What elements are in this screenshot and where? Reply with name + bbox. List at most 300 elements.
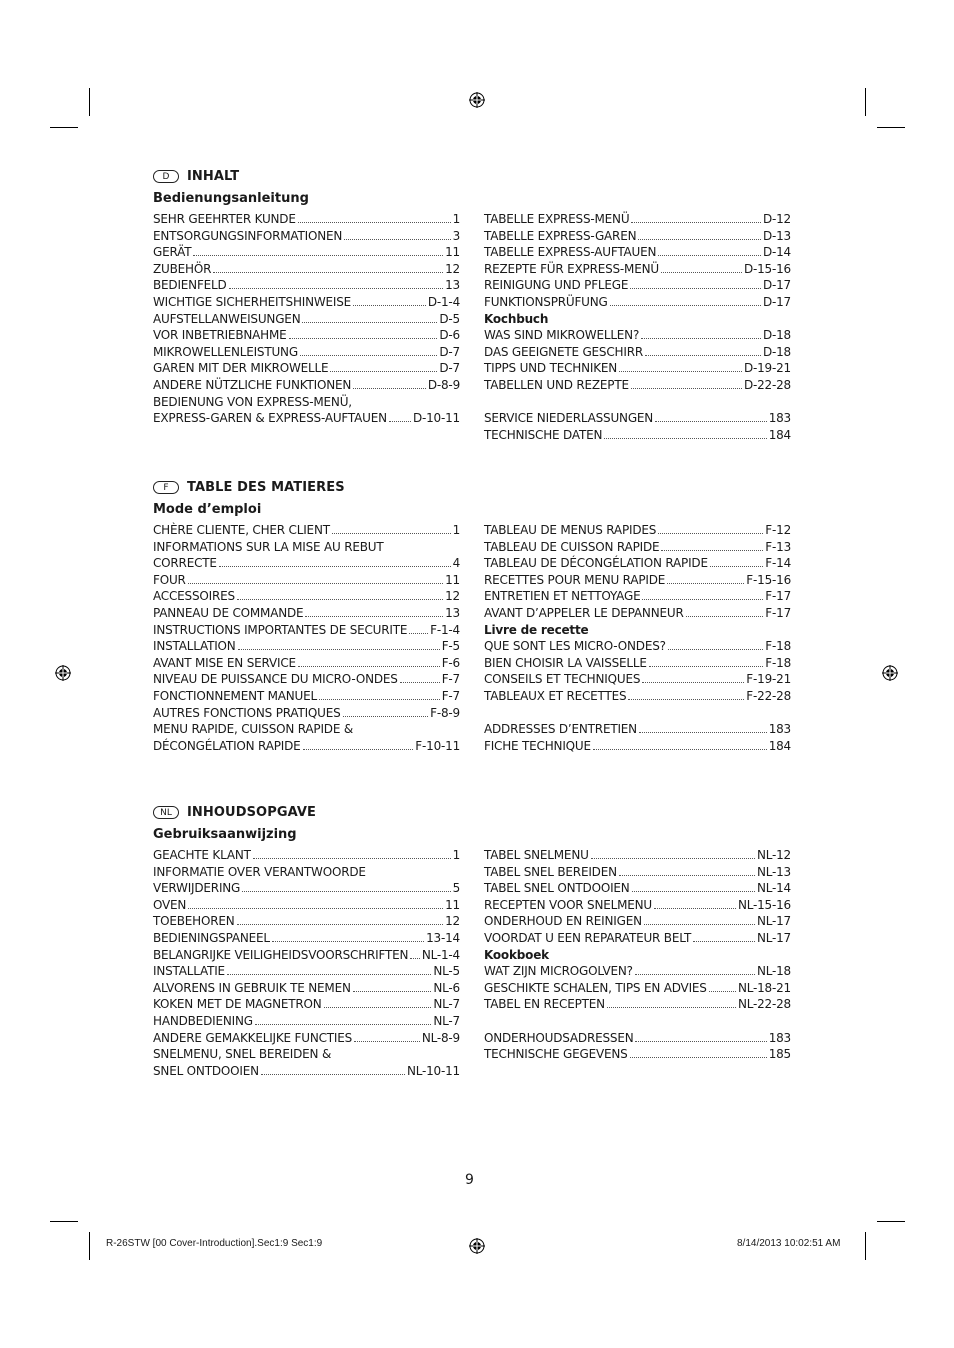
toc-entry-title: SEHR GEEHRTER KUNDE — [153, 212, 296, 226]
dot-leader — [193, 245, 443, 256]
toc-entry — [153, 228, 460, 245]
toc-entry — [153, 847, 460, 864]
dot-leader — [630, 278, 761, 289]
dot-leader — [298, 212, 451, 223]
toc-entry-title: BELANGRIJKE VEILIGHEIDSVOORSCHRIFTEN — [153, 947, 409, 962]
toc-entry-page: F-5 — [441, 639, 460, 654]
toc-entry-page: D-17 — [762, 294, 791, 309]
toc-entry — [484, 427, 791, 444]
toc-entry-title: REINIGUNG UND PFLEGE — [484, 278, 629, 293]
toc-entry — [153, 588, 460, 605]
toc-entry-title: WICHTIGE SICHERHEITSHINWEISE — [153, 294, 352, 309]
toc-entry — [484, 277, 791, 294]
toc-entry-title: AUFSTELLANWEISUNGEN — [153, 311, 301, 326]
dot-leader — [709, 981, 736, 992]
dot-leader — [343, 706, 429, 717]
toc-entry-page: 12 — [445, 589, 460, 604]
toc-entry-title: DAS GEEIGNETE GESCHIRR — [484, 344, 643, 359]
toc-entry-page: 4 — [452, 556, 460, 571]
toc-entry-title: ENTSORGUNGSINFORMATIONEN — [153, 228, 343, 243]
toc-entry-page: D-17 — [762, 278, 791, 293]
toc-entry-title: ACCESSOIRES — [153, 589, 235, 604]
toc-entry-page: NL-18-21 — [737, 980, 791, 995]
toc-entry — [484, 377, 791, 394]
toc-entry — [484, 294, 791, 311]
toc-entry-page: NL-10-11 — [406, 1063, 460, 1078]
toc-entry — [153, 1013, 460, 1030]
toc-entry-page: 1 — [452, 848, 460, 862]
toc-entry-title: MENU RAPIDE, CUISSON RAPIDE & — [153, 722, 353, 737]
toc-entry-title: WAT ZIJN MICROGOLVEN? — [484, 964, 633, 979]
dot-leader — [642, 672, 744, 683]
section-title: INHALT — [187, 168, 240, 184]
toc-column-left — [153, 211, 460, 427]
toc-entry-title: CHÈRE CLIENTE, CHER CLIENT — [153, 523, 330, 537]
toc-entry — [484, 228, 791, 245]
toc-column-left — [153, 847, 460, 1079]
toc-entry-page: 12 — [445, 914, 460, 929]
toc-entry-title: CONSEILS ET TECHNIQUES — [484, 672, 641, 687]
dot-leader — [668, 639, 764, 650]
dot-leader — [667, 573, 744, 584]
toc-entry-page: F-6 — [441, 655, 460, 670]
toc-entry-page: D-12 — [762, 212, 791, 226]
toc-section-nl — [153, 803, 793, 1078]
toc-entry — [153, 996, 460, 1013]
toc-entry-title: ALVORENS IN GEBRUIK TE NEMEN — [153, 980, 351, 995]
dot-leader — [642, 589, 763, 600]
toc-entry-page: NL-15-16 — [737, 897, 791, 912]
toc-column-right — [484, 211, 791, 443]
toc-entry-title: SNEL ONTDOOIEN — [153, 1063, 259, 1078]
toc-entry-title: TABEL SNEL BEREIDEN — [484, 864, 617, 879]
toc-entry — [484, 913, 791, 930]
toc-entry — [484, 688, 791, 705]
toc-entry-title: AUTRES FONCTIONS PRATIQUES — [153, 705, 341, 720]
toc-entry-title: KOKEN MET DE MAGNETRON — [153, 997, 322, 1012]
toc-entry-title: TABELLE EXPRESS-AUFTAUEN — [484, 245, 657, 260]
toc-entry — [484, 311, 791, 328]
toc-entry-title: GEACHTE KLANT — [153, 848, 251, 862]
section-title: INHOUDSOPGAVE — [187, 804, 317, 820]
toc-entry — [484, 394, 791, 411]
dot-leader — [710, 556, 763, 567]
dot-leader — [632, 881, 755, 892]
toc-entry-title: ENTRETIEN ET NETTOYAGE — [484, 589, 641, 604]
toc-entry-page: 3 — [452, 228, 460, 243]
dot-leader — [409, 623, 428, 634]
language-badge: D — [153, 170, 179, 183]
toc-entry — [153, 522, 460, 539]
crop-mark — [89, 88, 90, 116]
dot-leader — [303, 739, 414, 750]
toc-entry-page: D-7 — [439, 344, 460, 359]
toc-entry-page: 11 — [445, 245, 460, 260]
dot-leader — [302, 312, 437, 323]
toc-entry-page: D-10-11 — [412, 411, 460, 426]
toc-entry-page: 184 — [768, 427, 791, 442]
dot-leader — [661, 540, 763, 551]
toc-entry-page: F-18 — [765, 639, 791, 654]
dot-leader — [330, 361, 437, 372]
toc-entry-page: 11 — [445, 897, 460, 912]
dot-leader — [654, 898, 736, 909]
dot-leader — [400, 672, 440, 683]
toc-entry — [153, 880, 460, 897]
section-subtitle: Mode d’emploi — [153, 502, 262, 517]
toc-entry — [153, 1063, 460, 1080]
toc-entry-title: NIVEAU DE PUISSANCE DU MICRO-ONDES — [153, 672, 398, 687]
dot-leader — [630, 1047, 767, 1058]
dot-leader — [261, 1064, 405, 1075]
dot-leader — [619, 865, 755, 876]
toc-entry — [153, 277, 460, 294]
dot-leader — [631, 212, 761, 223]
toc-entry-page: 183 — [768, 722, 791, 737]
toc-entry-title: INSTALLATIE — [153, 964, 225, 979]
toc-entry-page: NL-7 — [433, 1013, 460, 1028]
toc-entry-page: F-18 — [765, 655, 791, 670]
footer-file-info: R-26STW [00 Cover-Introduction].Sec1:9 Sec1:9 — [106, 1238, 323, 1249]
dot-leader — [591, 848, 755, 859]
toc-entry — [484, 1030, 791, 1047]
toc-entry-page: F-13 — [765, 539, 791, 554]
toc-entry-page: 183 — [768, 1030, 791, 1045]
toc-entry — [484, 897, 791, 914]
toc-entry — [484, 344, 791, 361]
toc-entry-title: RECETTES POUR MENU RAPIDE — [484, 572, 666, 587]
dot-leader — [649, 656, 764, 667]
toc-entry-page: 12 — [445, 261, 460, 276]
dot-leader — [638, 229, 761, 240]
toc-entry — [153, 721, 460, 738]
toc-entry-page: NL-17 — [756, 930, 791, 945]
toc-entry — [484, 864, 791, 881]
dot-leader — [686, 606, 764, 617]
registration-mark-icon — [469, 92, 485, 108]
toc-entry — [153, 311, 460, 328]
dot-leader — [610, 295, 761, 306]
toc-entry-page: F-19-21 — [746, 672, 791, 687]
toc-entry — [153, 638, 460, 655]
crop-mark — [89, 1232, 90, 1260]
crop-mark — [50, 1221, 78, 1222]
toc-entry — [484, 947, 791, 964]
toc-entry-page: D-18 — [762, 328, 791, 343]
toc-entry-title: REZEPTE FÜR EXPRESS-MENÜ — [484, 261, 659, 276]
toc-entry-title: TABLEAUX ET RECETTES — [484, 688, 627, 703]
toc-entry-title: SNELMENU, SNEL BEREIDEN & — [153, 1047, 332, 1062]
toc-column-left — [153, 522, 460, 754]
toc-entry — [153, 738, 460, 755]
toc-entry — [484, 847, 791, 864]
toc-entry-title: TIPPS UND TECHNIKEN — [484, 361, 618, 376]
toc-entry — [153, 360, 460, 377]
toc-entry — [484, 721, 791, 738]
toc-entry — [153, 605, 460, 622]
toc-entry — [484, 605, 791, 622]
dot-leader — [641, 328, 761, 339]
page-number: 9 — [465, 1172, 474, 1188]
toc-entry-page: D-13 — [762, 228, 791, 243]
toc-entry-title: GESCHIKTE SCHALEN, TIPS EN ADVIES — [484, 980, 707, 995]
dot-leader — [188, 573, 443, 584]
toc-entry-page: NL-18 — [756, 964, 791, 979]
toc-entry-page: 184 — [768, 738, 791, 753]
toc-entry — [484, 327, 791, 344]
toc-entry — [484, 705, 791, 722]
dot-leader — [645, 345, 761, 356]
toc-entry — [153, 377, 460, 394]
toc-entry — [153, 688, 460, 705]
toc-entry — [484, 638, 791, 655]
toc-entry — [153, 344, 460, 361]
toc-entry — [153, 913, 460, 930]
dot-leader — [693, 931, 755, 942]
toc-entry-title: FUNKTIONSPRÜFUNG — [484, 294, 608, 309]
toc-entry — [484, 588, 791, 605]
section-subtitle: Gebruiksaanwijzing — [153, 827, 297, 842]
toc-entry — [153, 261, 460, 278]
dot-leader — [255, 1014, 432, 1025]
toc-entry-page: 13 — [445, 278, 460, 293]
toc-entry-title: BEDIENFELD — [153, 278, 227, 293]
toc-entry-page: D-1-4 — [427, 294, 460, 309]
toc-entry-page: NL-5 — [433, 964, 460, 979]
footer-timestamp: 8/14/2013 10:02:51 AM — [737, 1238, 841, 1249]
toc-entry-title: OVEN — [153, 897, 187, 912]
toc-entry-page: NL-12 — [756, 848, 791, 862]
dot-leader — [272, 931, 424, 942]
section-subtitle: Bedienungsanleitung — [153, 191, 309, 206]
dot-leader — [242, 881, 450, 892]
section-header — [153, 803, 793, 821]
toc-entry-page: D-7 — [439, 361, 460, 376]
toc-entry-title: HANDBEDIENING — [153, 1013, 253, 1028]
language-badge: F — [153, 481, 179, 494]
dot-leader — [227, 964, 431, 975]
toc-entry-title: GERÄT — [153, 245, 192, 260]
toc-entry-title: INSTRUCTIONS IMPORTANTES DE SECURITE — [153, 622, 408, 637]
toc-entry — [484, 1013, 791, 1030]
dot-leader — [607, 997, 736, 1008]
toc-entry-title: BIEN CHOISIR LA VAISSELLE — [484, 655, 647, 670]
toc-entry — [153, 864, 460, 881]
crop-mark — [50, 127, 78, 128]
toc-entry — [484, 963, 791, 980]
dot-leader — [237, 914, 444, 925]
toc-entry — [153, 897, 460, 914]
toc-entry-title: ADDRESSES D’ENTRETIEN — [484, 722, 637, 737]
dot-leader — [253, 848, 451, 859]
toc-entry-title: BEDIENINGSPANEEL — [153, 930, 270, 945]
toc-entry-page: D-5 — [439, 311, 460, 326]
toc-entry — [153, 671, 460, 688]
dot-leader — [389, 411, 411, 422]
toc-entry-page: NL-8-9 — [421, 1030, 460, 1045]
toc-entry-title: VOORDAT U EEN REPARATEUR BELT — [484, 930, 692, 945]
toc-entry-title: ZUBEHÖR — [153, 261, 212, 276]
toc-entry-title: TABEL SNEL ONTDOOIEN — [484, 881, 630, 896]
toc-entry — [153, 655, 460, 672]
toc-entry-title: QUE SONT LES MICRO-ONDES? — [484, 639, 666, 654]
registration-mark-icon — [55, 665, 71, 681]
toc-entry — [484, 244, 791, 261]
toc-entry-page: F-7 — [441, 672, 460, 687]
toc-entry — [484, 360, 791, 377]
toc-entry — [484, 410, 791, 427]
dot-leader — [305, 606, 443, 617]
toc-entry — [484, 1046, 791, 1063]
dot-leader — [658, 523, 763, 534]
toc-entry — [153, 622, 460, 639]
toc-entry — [484, 980, 791, 997]
toc-entry — [153, 327, 460, 344]
dot-leader — [289, 328, 438, 339]
dot-leader — [344, 229, 450, 240]
toc-entry-title: TOEBEHOREN — [153, 914, 235, 929]
dot-leader — [655, 411, 767, 422]
toc-entry — [484, 996, 791, 1013]
toc-entry-title: RECEPTEN VOOR SNELMENU — [484, 897, 653, 912]
toc-entry — [484, 622, 791, 639]
section-header — [153, 478, 793, 496]
toc-entry-title: FOUR — [153, 572, 186, 587]
toc-entry — [484, 555, 791, 572]
crop-mark — [865, 1232, 866, 1260]
toc-entry-page: F-14 — [765, 556, 791, 571]
toc-entry-title: Kookboek — [484, 947, 549, 962]
registration-mark-icon — [882, 665, 898, 681]
toc-entry-title: TABELLE EXPRESS-GAREN — [484, 228, 637, 243]
toc-entry — [484, 671, 791, 688]
toc-entry — [153, 555, 460, 572]
toc-entry-page: F-17 — [765, 605, 791, 620]
toc-entry-title: AVANT D’APPELER LE DEPANNEUR — [484, 605, 684, 620]
toc-entry-title: AVANT MISE EN SERVICE — [153, 655, 296, 670]
toc-entry — [153, 980, 460, 997]
toc-entry-title: VERWIJDERING — [153, 881, 241, 896]
toc-entry-page: F-1-4 — [430, 622, 460, 637]
toc-entry — [153, 963, 460, 980]
toc-entry-title: PANNEAU DE COMMANDE — [153, 605, 304, 620]
toc-section-fr — [153, 478, 793, 753]
toc-entry-title: Livre de recette — [484, 622, 589, 637]
toc-entry-title: EXPRESS-GAREN & EXPRESS-AUFTAUEN — [153, 411, 387, 426]
toc-entry — [484, 880, 791, 897]
dot-leader — [353, 295, 426, 306]
toc-entry-page: F-17 — [765, 589, 791, 604]
dot-leader — [324, 997, 432, 1008]
section-title: TABLE DES MATIERES — [187, 479, 345, 495]
toc-entry-title: INSTALLATION — [153, 639, 236, 654]
toc-section-de — [153, 167, 793, 442]
toc-column-right — [484, 522, 791, 754]
toc-entry — [153, 244, 460, 261]
dot-leader — [213, 262, 443, 273]
dot-leader — [238, 639, 440, 650]
dot-leader — [188, 898, 443, 909]
toc-entry-page: F-7 — [441, 688, 460, 703]
toc-entry-title: ONDERHOUDSADRESSEN — [484, 1030, 634, 1045]
toc-entry — [153, 539, 460, 556]
toc-entry — [153, 947, 460, 964]
toc-entry — [153, 1030, 460, 1047]
toc-entry-page: 11 — [445, 572, 460, 587]
toc-entry — [484, 930, 791, 947]
toc-entry-title: ANDERE GEMAKKELIJKE FUNCTIES — [153, 1030, 353, 1045]
toc-entry-title: TABLEAU DE DÉCONGÉLATION RAPIDE — [484, 556, 708, 571]
toc-entry-title: INFORMATIONS SUR LA MISE AU REBUT — [153, 539, 384, 554]
toc-entry — [484, 539, 791, 556]
dot-leader — [635, 1031, 766, 1042]
registration-mark-icon — [469, 1238, 485, 1254]
language-badge: NL — [153, 806, 179, 819]
toc-entry-title: FONCTIONNEMENT MANUEL — [153, 688, 317, 703]
toc-entry — [153, 211, 460, 228]
toc-entry-title: TABLEAU DE CUISSON RAPIDE — [484, 539, 660, 554]
toc-entry-page: F-15-16 — [746, 572, 791, 587]
toc-entry-page: NL-13 — [756, 864, 791, 879]
toc-entry-page: NL-14 — [756, 881, 791, 896]
toc-entry-title: WAS SIND MIKROWELLEN? — [484, 328, 640, 343]
toc-entry-page: F-8-9 — [430, 705, 460, 720]
toc-entry-page: NL-22-28 — [737, 997, 791, 1012]
toc-entry-page: NL-7 — [433, 997, 460, 1012]
toc-entry — [484, 655, 791, 672]
toc-entry-title: MIKROWELLENLEISTUNG — [153, 344, 298, 359]
toc-entry-page: D-14 — [762, 245, 791, 260]
toc-entry-page: 13-14 — [426, 930, 460, 945]
toc-entry-title: TECHNISCHE DATEN — [484, 427, 603, 442]
toc-entry-page: 1 — [452, 212, 460, 226]
dot-leader — [658, 245, 761, 256]
toc-entry — [484, 572, 791, 589]
toc-entry-title: Kochbuch — [484, 311, 549, 326]
toc-entry-page: 1 — [452, 523, 460, 537]
toc-entry — [153, 572, 460, 589]
toc-entry — [153, 930, 460, 947]
toc-entry-page: D-8-9 — [427, 377, 460, 392]
toc-entry-page: D-15-16 — [743, 261, 791, 276]
toc-entry-title: VOR INBETRIEBNAHME — [153, 328, 287, 343]
toc-entry-title: FICHE TECHNIQUE — [484, 738, 591, 753]
dot-leader — [635, 964, 755, 975]
toc-entry — [153, 705, 460, 722]
dot-leader — [298, 656, 440, 667]
dot-leader — [319, 689, 440, 700]
toc-entry — [484, 738, 791, 755]
toc-entry — [153, 294, 460, 311]
dot-leader — [644, 914, 755, 925]
dot-leader — [332, 523, 451, 534]
toc-entry-title: CORRECTE — [153, 556, 217, 571]
toc-entry-page: NL-6 — [433, 980, 460, 995]
dot-leader — [593, 739, 767, 750]
dot-leader — [619, 361, 742, 372]
dot-leader — [639, 722, 767, 733]
dot-leader — [631, 378, 742, 389]
dot-leader — [353, 981, 432, 992]
toc-entry-page: D-6 — [439, 328, 460, 343]
toc-entry-page: 5 — [452, 881, 460, 896]
dot-leader — [604, 428, 766, 439]
toc-entry-page: F-12 — [765, 523, 791, 537]
toc-entry-page: D-22-28 — [743, 377, 791, 392]
toc-entry-title: TABELLEN UND REZEPTE — [484, 377, 629, 392]
dot-leader — [410, 948, 420, 959]
dot-leader — [300, 345, 437, 356]
